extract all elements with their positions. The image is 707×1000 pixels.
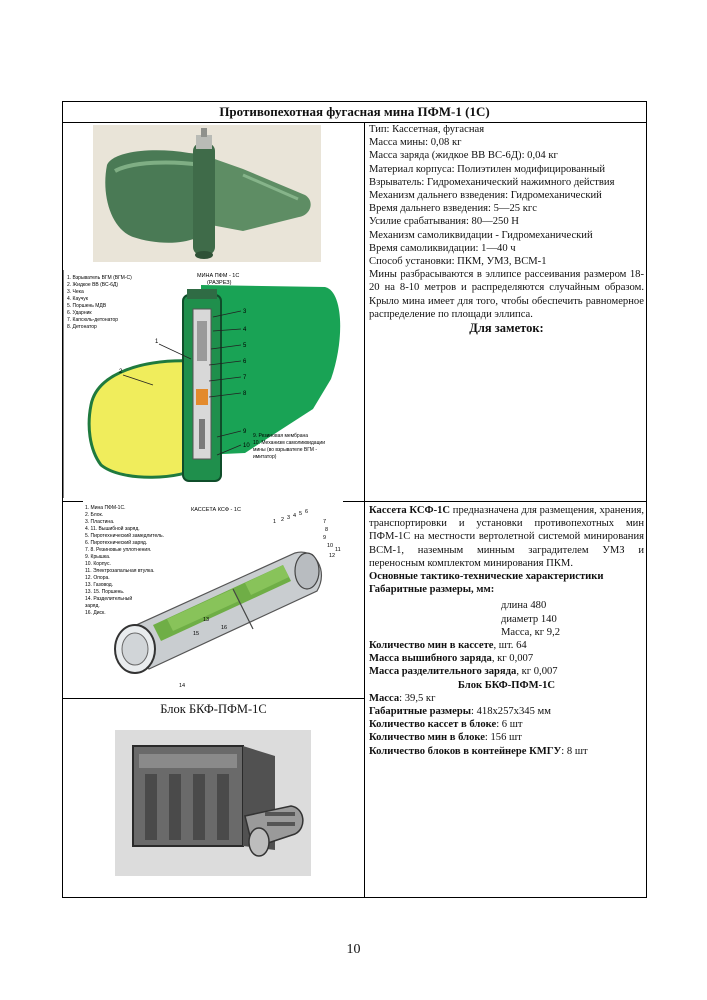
cassette-intro-text: предназначена для размещения, хранения, транспортировки и установки противопехотных мин ПФМ-1С на местности вертолетной системой минирования ВСМ-1, наземным минным заградителем УМЗ и переносным комплектом минирования ПКМ. [369,505,645,569]
cassette-name: Кассета КСФ-1С [369,505,451,516]
cassette-sep-value: , кг 0,007 [516,666,558,678]
block-cassettes-label: Количество кассет в блоке [369,719,497,731]
cassette-callout-5: 5 [299,511,303,517]
spec-self-destruct: Механизм самоликвидации - Гидромеханический [369,229,593,241]
cutaway-title: МИНА ПФМ - 1С [197,273,240,279]
cassette-callout-6: 6 [305,509,309,515]
cutaway-callout-8: 8 [243,391,247,397]
cutaway-callout-9: 9 [243,429,247,435]
block-photo [115,730,311,881]
cassette-legend-2: 2. Блок. [85,512,104,518]
block-dims-value: : 418х257х345 мм [471,706,551,718]
block-container-value: : 8 шт [561,745,588,757]
cassette-eject-value: , кг 0,007 [491,653,534,665]
cassette-legend-15: заряд. [85,603,100,609]
row-divider-2 [63,698,364,699]
cutaway-legend-4: 4. Каучук [67,296,88,302]
mine-cutaway-drawing [63,269,363,504]
spec-type: Тип: Кассетная, фугасная [369,124,485,135]
cassette-callout-4: 4 [293,513,297,519]
cassette-diameter: диаметр 140 [501,613,557,625]
block-dims-label: Габаритные размеры [369,706,472,718]
block-mines-label: Количество мин в блоке [369,732,485,744]
cutaway-legend-8: 8. Детонатор [67,324,97,330]
cassette-legend-11: 12. Опора. [85,575,110,581]
spec-body-material: Материал корпуса: Полиэтилен модифицированный [369,163,605,175]
cutaway-callout-4: 4 [243,327,247,333]
cutaway-callout-3: 3 [243,309,247,315]
block-cassettes [369,718,644,731]
cassette-callout-7: 7 [323,519,327,525]
cassette-legend-3: 3. Пластина. [85,519,115,525]
cassette-callout-16: 16 [221,625,228,631]
cutaway-legend-7: 7. Капсюль-детонатор [67,317,119,323]
mine-specs [369,123,644,335]
cutaway-subtitle: (РАЗРЕЗ) [207,280,232,286]
cassette-sep-label: Масса разделительного заряда [369,666,517,678]
cutaway-legend-6: 6. Ударник [67,310,92,316]
cassette-legend-14: 14. Разделительный [85,596,133,602]
cutaway-legend-10b: мины (во взрывателе ВГМ - [253,447,318,453]
cassette-legend-12: 13. Газовод. [85,582,114,588]
cassette-drawing [83,501,343,698]
block-mass [369,692,644,705]
cassette-legend-13: 13. 15. Поршень. [85,589,125,595]
page-number: 10 [346,942,361,957]
cassette-callout-14: 14 [179,683,186,689]
cutaway-callout-10: 10 [243,443,250,449]
block-cassettes-value: : 6 шт [496,719,523,731]
cassette-sep-charge [369,665,644,678]
cassette-dims-heading: Габаритные размеры, мм: [369,584,495,596]
block-mines-value: : 156 шт [484,732,522,744]
cassette-callout-1: 1 [273,519,277,525]
cassette-legend-16: 16. Диск. [85,610,106,616]
block-mines [369,731,644,744]
cutaway-legend-5: 5. Поршень МДВ [67,303,107,309]
spec-charge-mass: Масса заряда (жидкое ВВ ВС-6Д): 0,04 кг [369,150,558,162]
cassette-callout-3: 3 [287,515,291,521]
cassette-callout-10: 10 [327,543,334,549]
cassette-callout-15: 15 [193,631,200,637]
cassette-mass: Масса, кг 9,2 [501,626,561,638]
block-container-label: Количество блоков в контейнере КМГУ [369,745,562,757]
cassette-legend-7: 7. 8. Резиновые уплотнения. [85,547,152,553]
cassette-mines-value: , шт. 64 [493,640,527,652]
block-mass-value: : 39,5 кг [399,692,436,704]
notes-heading: Для заметок: [469,321,544,336]
spec-arming-time: Время дальнего взведения: 5—25 кгс [369,203,537,215]
spec-arming-mechanism: Механизм дальнего взведения: Гидромеханический [369,190,602,202]
cutaway-legend-10: 10. Механизм самоликвидации [253,440,326,446]
block-caption: Блок БКФ-ПФМ-1С [160,702,267,716]
cassette-legend-8: 9. Крышка. [85,554,111,560]
cassette-drawing-title: КАССЕТА КСФ - 1С [191,507,241,513]
cutaway-legend-10c: имитатор) [253,454,277,460]
cutaway-callout-7: 7 [243,375,247,381]
spec-mass: Масса мины: 0,08 кг [369,137,462,149]
cassette-description [369,504,644,758]
table-title: Противопехотная фугасная мина ПФМ-1 (1С) [63,102,646,123]
spec-fuze: Взрыватель: Гидромеханический нажимного действия [369,176,615,188]
block-dims [369,705,644,718]
cutaway-legend-3: 3. Чека [67,289,84,295]
spec-self-destruct-time: Время самоликвидации: 1—40 ч [369,242,516,254]
cutaway-callout-2: 2 [119,369,123,375]
cassette-legend-10: 11. Электрозапальная втулка. [85,568,155,574]
cutaway-callout-5: 5 [243,343,247,349]
mine-description: Мины разбрасываются в эллипсе рассеивания размером 18-20 на 8-10 метров и распределяются случайным образом. Крыло мина имеет для того, чтобы обеспечить равномерное распределение по площади эллипса. [369,269,644,320]
cassette-legend-4: 4. 11. Вышибной заряд. [85,526,140,532]
spec-install-method: Способ установки: ПКМ, УМЗ, ВСМ-1 [369,256,547,268]
block-heading: Блок БКФ-ПФМ-1С [457,679,556,691]
spec-trigger-force: Усилие срабатывания: 80—250 Н [369,216,519,228]
column-divider [364,122,365,898]
cassette-length: длина 480 [501,600,547,612]
cutaway-legend-2: 2. Жидкое ВВ (ВС-6Д) [67,282,119,288]
cutaway-legend-9: 9. Резиновая мембрана [253,433,309,439]
block-container [369,745,644,758]
cassette-callout-13: 13 [203,617,210,623]
document-table [62,101,647,898]
cassette-legend-1: 1. Мина ПФМ-1С. [85,505,126,511]
cassette-mines-count [369,639,644,652]
cutaway-callout-1: 1 [155,339,159,345]
block-mass-label: Масса [369,692,400,704]
cassette-callout-12: 12 [329,553,336,559]
cassette-legend-6: 6. Пиротехнический заряд. [85,540,148,546]
cassette-callout-9: 9 [323,535,327,541]
cassette-legend-5: 5. Пиротехнический замедлитель. [85,533,164,539]
cassette-legend-9: 10. Корпус. [85,561,111,567]
cassette-intro [369,504,644,570]
cassette-char-heading: Основные тактико-технические характеристики [369,571,604,583]
cutaway-legend-1: 1. Взрыватель ВГМ (ВГМ-С) [67,275,132,281]
cassette-callout-8: 8 [325,527,329,533]
cutaway-callout-6: 6 [243,359,247,365]
mine-photo [93,125,321,267]
cassette-eject-charge [369,652,644,665]
cassette-eject-label: Масса вышибного заряда [369,653,492,665]
cassette-mines-label: Количество мин в кассете [369,640,494,652]
cassette-callout-11: 11 [335,547,341,553]
cassette-callout-2: 2 [281,517,285,523]
